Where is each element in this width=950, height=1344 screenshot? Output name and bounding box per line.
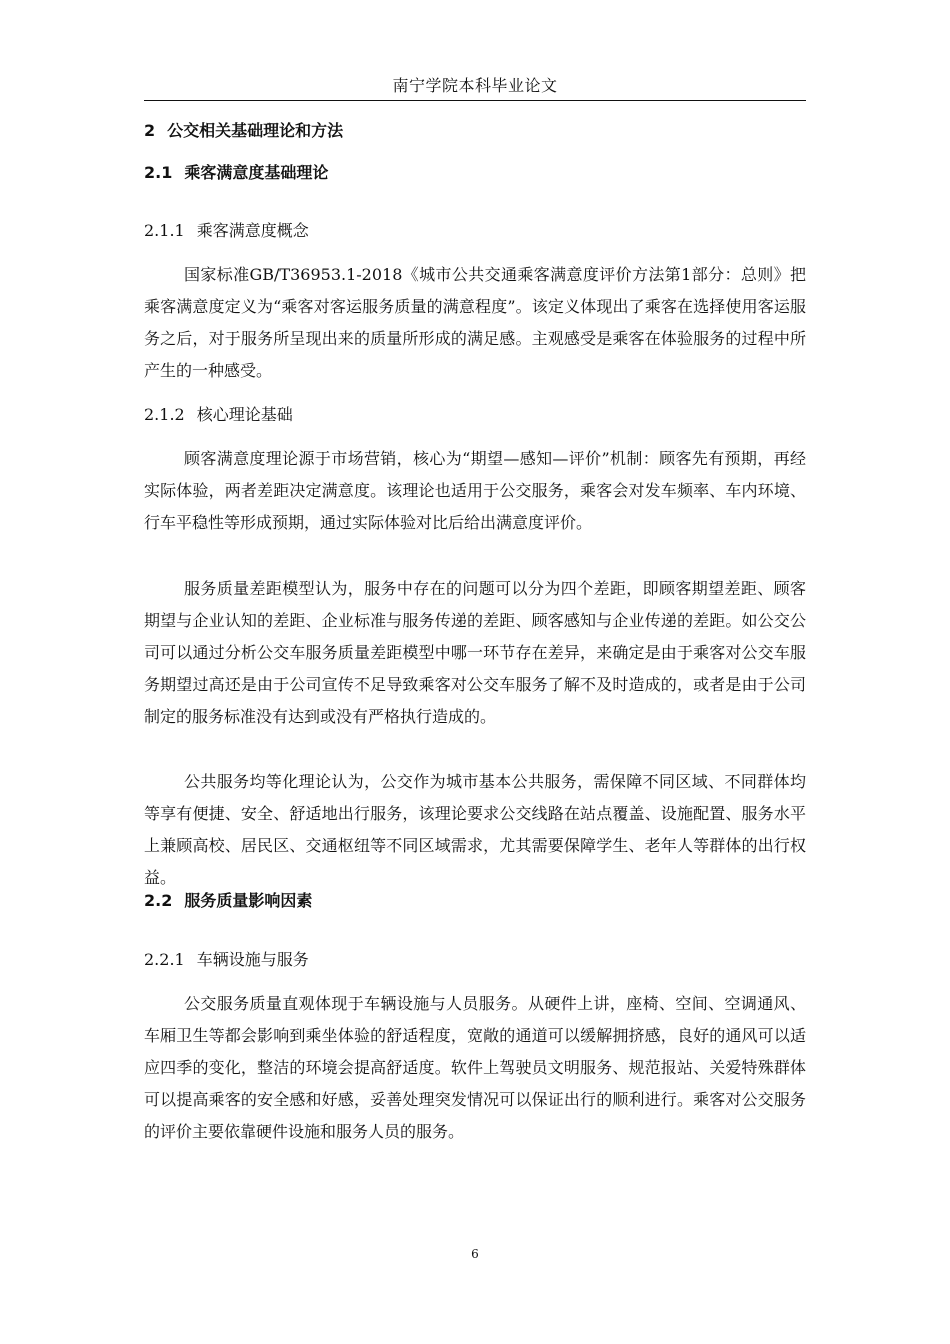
subsection-heading-2-1-1 (144, 221, 806, 241)
paragraph-2-1-1: 国家标准GB/T36953.1-2018《城市公共交通乘客满意度评价方法第1部分：总则》把乘客满意度定义为“乘客对客运服务质量的满意程度”。该定义体现出了乘客在选择使用客运服务之后，对于服务所呈现出来的质量所形成的满足感。主观感受是乘客在体验服务的过程中所产生的一种感受。 (144, 265, 806, 380)
subsection-number: 2.2.1 (144, 950, 185, 969)
page-number: 6 (471, 1247, 479, 1261)
paragraph-2-1-2-a: 顾客满意度理论源于市场营销，核心为“期望—感知—评价”机制：顾客先有预期，再经实际体验，两者差距决定满意度。该理论也适用于公交服务，乘客会对发车频率、车内环境、行车平稳性等形成预期，通过实际体验对比后给出满意度评价。 (144, 449, 806, 532)
chapter-heading (144, 121, 806, 141)
section-number: 2.1 (144, 163, 173, 182)
chapter-title: 公交相关基础理论和方法 (167, 121, 344, 140)
subsection-heading-2-2-1 (144, 950, 806, 970)
section-title: 乘客满意度基础理论 (184, 163, 329, 182)
chapter-number: 2 (144, 121, 156, 140)
subsection-number: 2.1.1 (144, 221, 185, 240)
subsection-title: 车辆设施与服务 (196, 950, 309, 969)
paragraph-2-1-2-c: 公共服务均等化理论认为，公交作为城市基本公共服务，需保障不同区域、不同群体均等享有便捷、安全、舒适地出行服务，该理论要求公交线路在站点覆盖、设施配置、服务水平上兼顾高校、居民区、交通枢纽等不同区域需求，尤其需要保障学生、老年人等群体的出行权益。 (144, 772, 806, 887)
subsection-title: 核心理论基础 (196, 405, 293, 424)
paragraph-2-1-2-b: 服务质量差距模型认为，服务中存在的问题可以分为四个差距，即顾客期望差距、顾客期望与企业认知的差距、企业标准与服务传递的差距、顾客感知与企业传递的差距。如公交公司可以通过分析公交车服务质量差距模型中哪一环节存在差异，来确定是由于乘客对公交车服务期望过高还是由于公司宣传不足导致乘客对公交车服务了解不及时造成的，或者是由于公司制定的服务标准没有达到或没有严格执行造成的。 (144, 579, 806, 726)
paragraph-2-2-1: 公交服务质量直观体现于车辆设施与人员服务。从硬件上讲，座椅、空间、空调通风、车厢卫生等都会影响到乘坐体验的舒适程度，宽敞的通道可以缓解拥挤感，良好的通风可以适应四季的变化，整洁的环境会提高舒适度。软件上驾驶员文明服务、规范报站、关爱特殊群体可以提高乘客的安全感和好感，妥善处理突发情况可以保证出行的顺利进行。乘客对公交服务的评价主要依靠硬件设施和服务人员的服务。 (144, 994, 806, 1141)
section-heading-2-1 (144, 163, 806, 183)
section-title: 服务质量影响因素 (184, 891, 313, 910)
subsection-number: 2.1.2 (144, 405, 185, 424)
running-header: 南宁学院本科毕业论文 (392, 76, 558, 95)
subsection-heading-2-1-2 (144, 405, 806, 425)
section-heading-2-2 (144, 891, 806, 911)
section-number: 2.2 (144, 891, 173, 910)
subsection-title: 乘客满意度概念 (196, 221, 309, 240)
header-rule (144, 100, 806, 101)
